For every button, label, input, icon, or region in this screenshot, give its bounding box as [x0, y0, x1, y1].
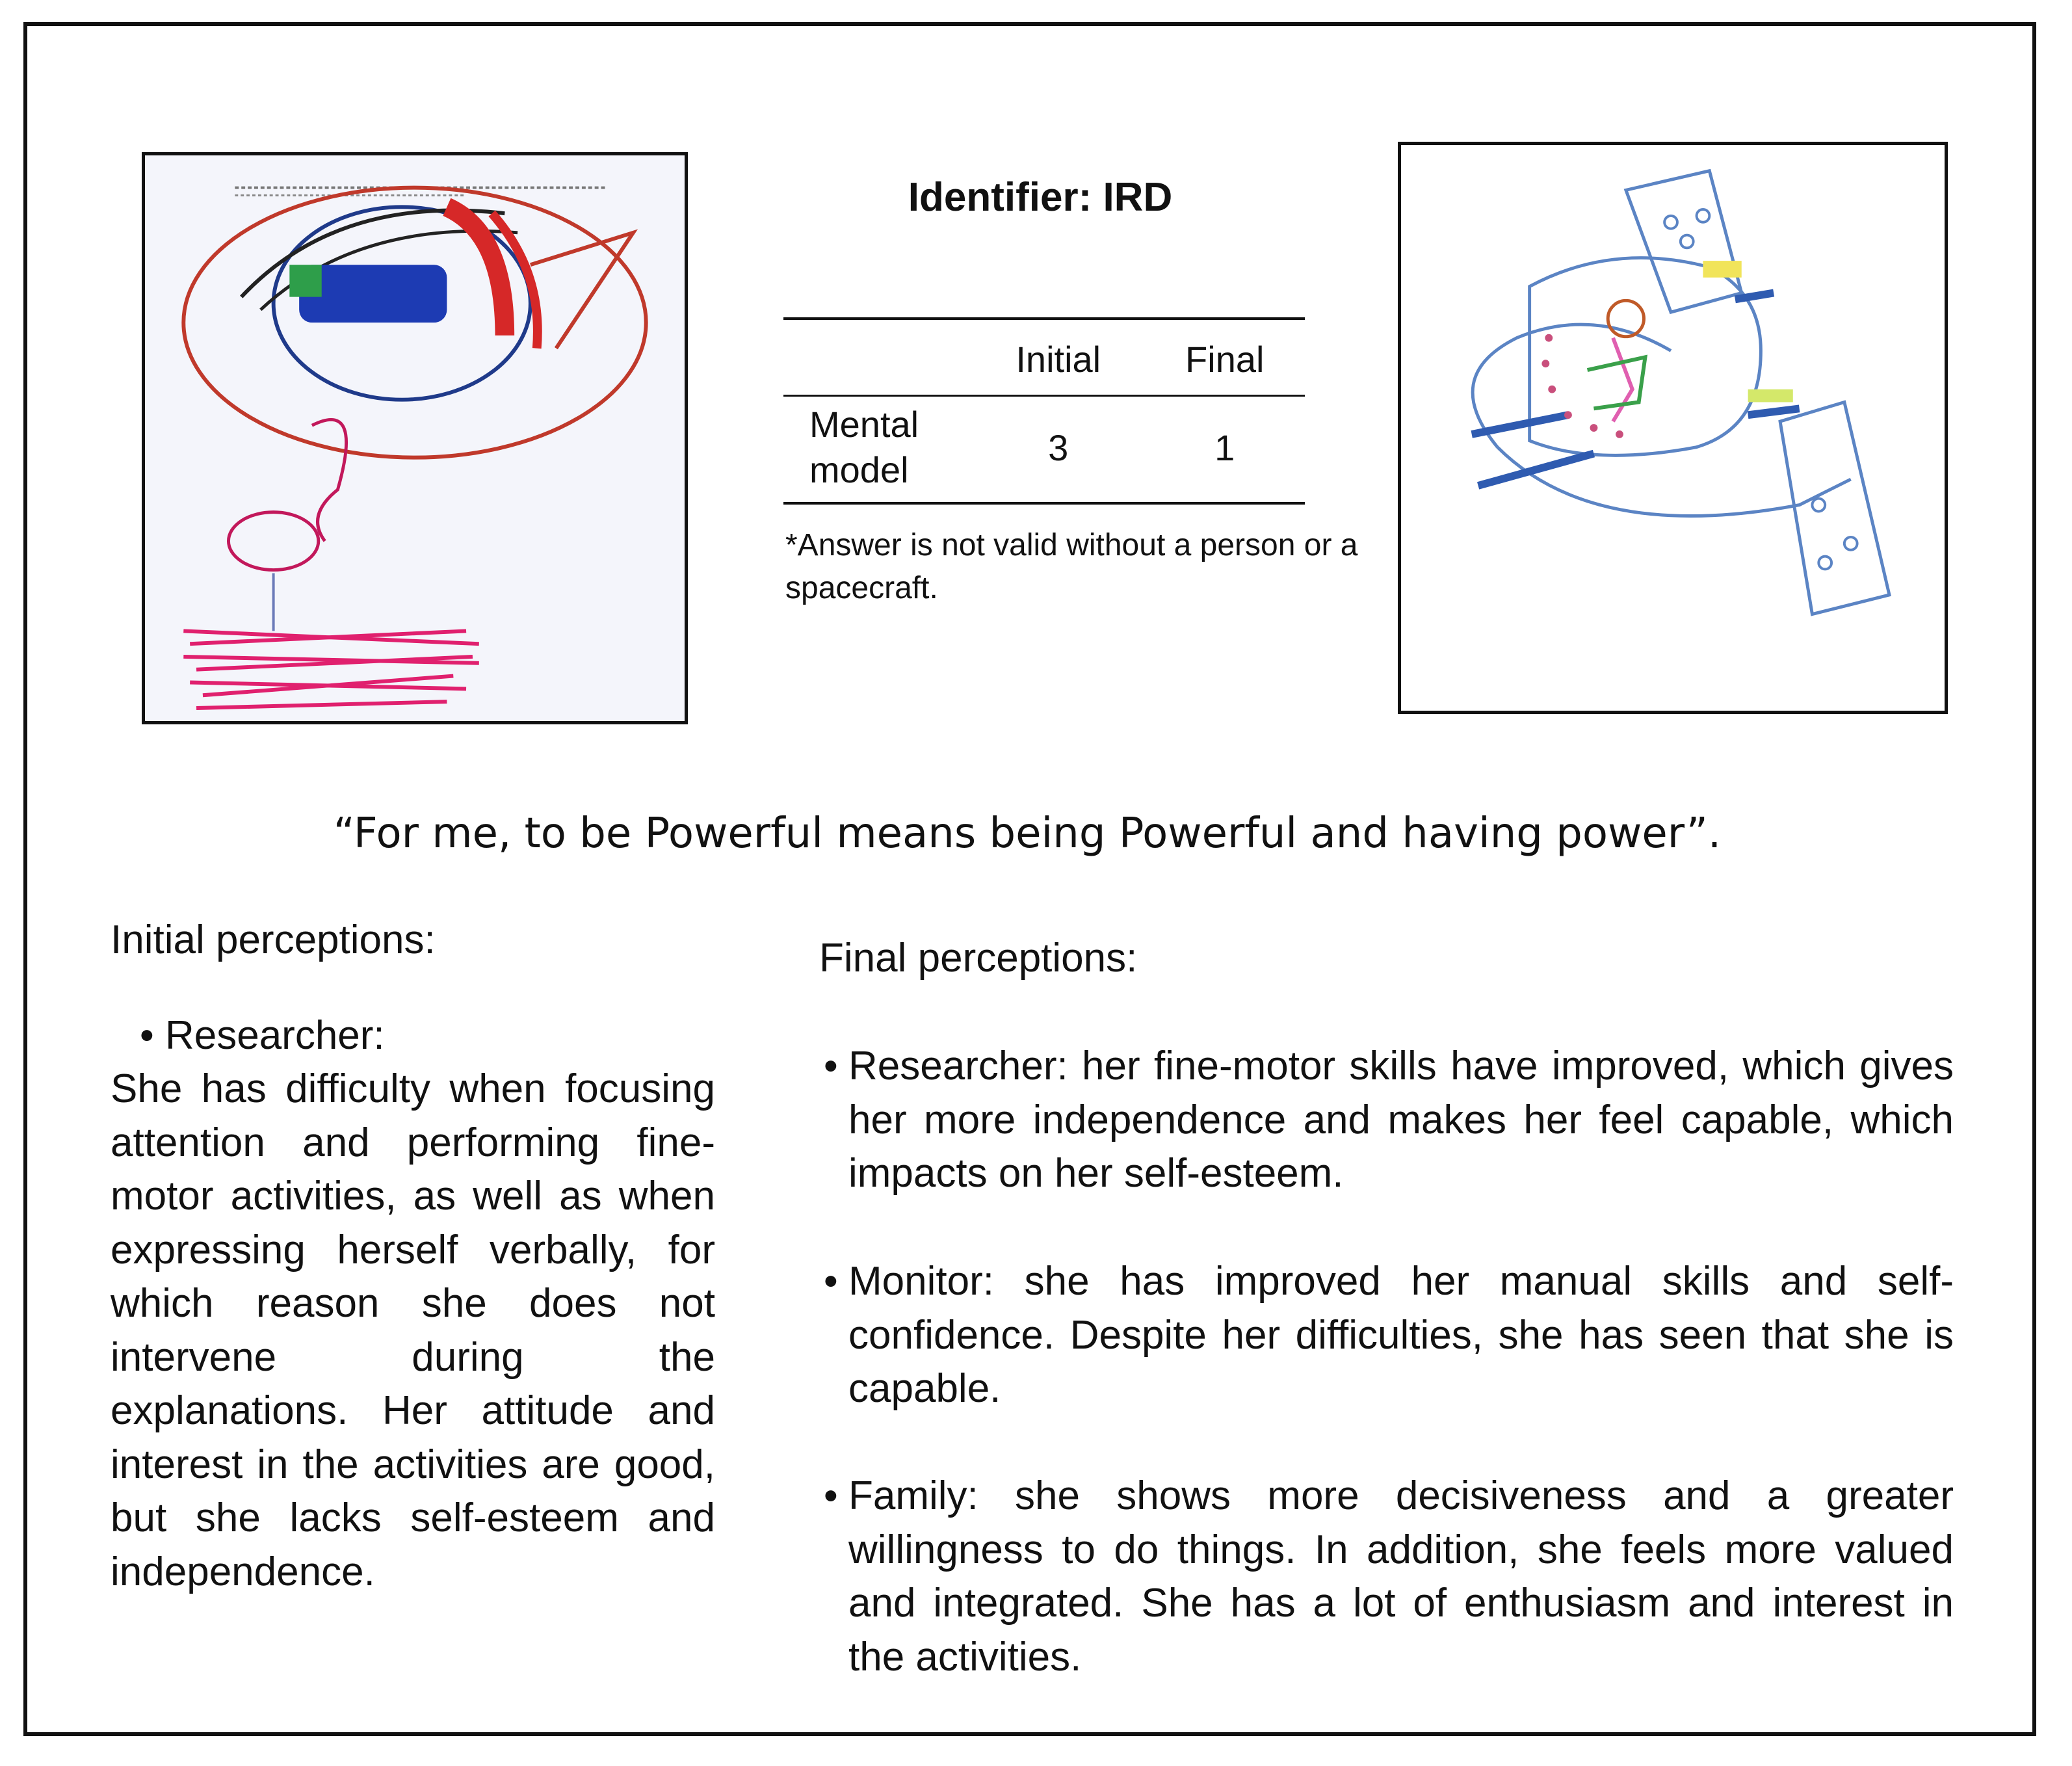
table-header-empty	[783, 319, 972, 396]
initial-drawing-image	[142, 152, 688, 724]
table-header-initial: Initial	[972, 319, 1144, 396]
bullet-glyph: •	[824, 1259, 838, 1304]
list-item	[824, 1255, 1954, 1416]
table-header-row	[783, 319, 1305, 396]
bullet-glyph: •	[824, 1044, 838, 1088]
list-item	[824, 1469, 1954, 1684]
mental-model-initial-value: 3	[972, 396, 1144, 504]
final-family-text: Family: she shows more decisiveness and a greater willingness to do things. In addition, she feels more valued and integrated. She has a lot of enthusiasm and interest in the activities.	[848, 1473, 1954, 1680]
mental-model-label	[783, 396, 972, 504]
final-perceptions-heading: Final perceptions:	[819, 936, 1138, 981]
child-quote: “For me, to be Powerful means being Powerful and having power”.	[333, 810, 1722, 858]
initial-researcher-text: She has difficulty when focusing attention and performing fine-motor activities, as well as when expressing herself verbally, for which reason she does not intervene during the explanations. Her attitude and interest in the activities are good, but she lacks self-esteem and independence.	[111, 1066, 715, 1594]
table-header-final: Final	[1144, 319, 1305, 396]
mental-model-table	[783, 317, 1305, 505]
final-researcher-text: Researcher: her fine-motor skills have improved, which gives her more independence and makes her feel capable, which impacts on her self-esteem.	[848, 1044, 1954, 1196]
table-footnote: *Answer is not valid without a person or a spacecraft.	[785, 528, 1358, 605]
initial-researcher-bullet	[140, 1012, 385, 1059]
initial-perceptions-heading: Initial perceptions:	[111, 917, 436, 962]
mental-model-label-line-2: model	[809, 449, 909, 490]
identifier-title: Identifier: IRD	[908, 175, 1173, 220]
bullet-glyph: •	[824, 1473, 838, 1518]
table-row	[783, 396, 1305, 504]
mental-model-final-value: 1	[1144, 396, 1305, 504]
final-monitor-text: Monitor: she has improved her manual skills and self-confidence. Despite her difficulties, she has seen that she is capable.	[848, 1259, 1954, 1411]
list-item	[824, 1040, 1954, 1201]
mental-model-label-line-1: Mental	[809, 404, 919, 445]
bullet-glyph: •	[140, 1013, 154, 1058]
final-drawing-image	[1398, 142, 1948, 714]
initial-researcher-label: Researcher:	[164, 1013, 385, 1058]
